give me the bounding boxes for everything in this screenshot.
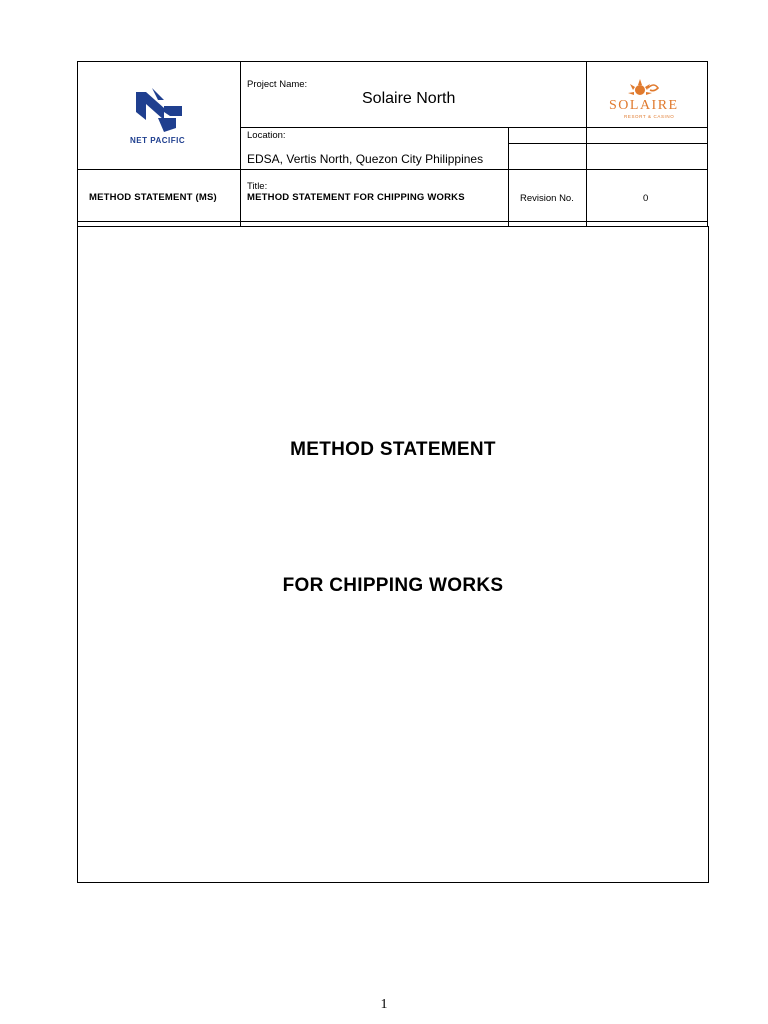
- project-name-label: Project Name:: [247, 79, 308, 90]
- cover-heading-line1: METHOD STATEMENT: [290, 439, 496, 460]
- cover-box: [77, 226, 709, 883]
- location-label: Location:: [247, 130, 286, 141]
- net-pacific-logo: [120, 86, 200, 148]
- revision-label: Revision No.: [520, 193, 574, 204]
- solaire-logo: [600, 78, 696, 124]
- project-name: Solaire North: [362, 90, 456, 107]
- net-pacific-logo-icon: [120, 86, 200, 134]
- net-pacific-logo-text: NET PACIFIC: [130, 136, 186, 145]
- sun-logo-icon: [600, 78, 696, 100]
- document-title: METHOD STATEMENT FOR CHIPPING WORKS: [247, 192, 465, 203]
- solaire-logo-subtext: RESORT & CASINO: [624, 114, 675, 119]
- revision-value: 0: [643, 193, 649, 204]
- solaire-logo-text: SOLAIRE: [609, 98, 679, 113]
- title-label: Title:: [247, 181, 268, 192]
- document-type: METHOD STATEMENT (MS): [89, 192, 217, 203]
- page-number: 1: [380, 997, 388, 1012]
- cover-heading-line2: FOR CHIPPING WORKS: [282, 575, 504, 596]
- location-value: EDSA, Vertis North, Quezon City Philippines: [247, 152, 484, 166]
